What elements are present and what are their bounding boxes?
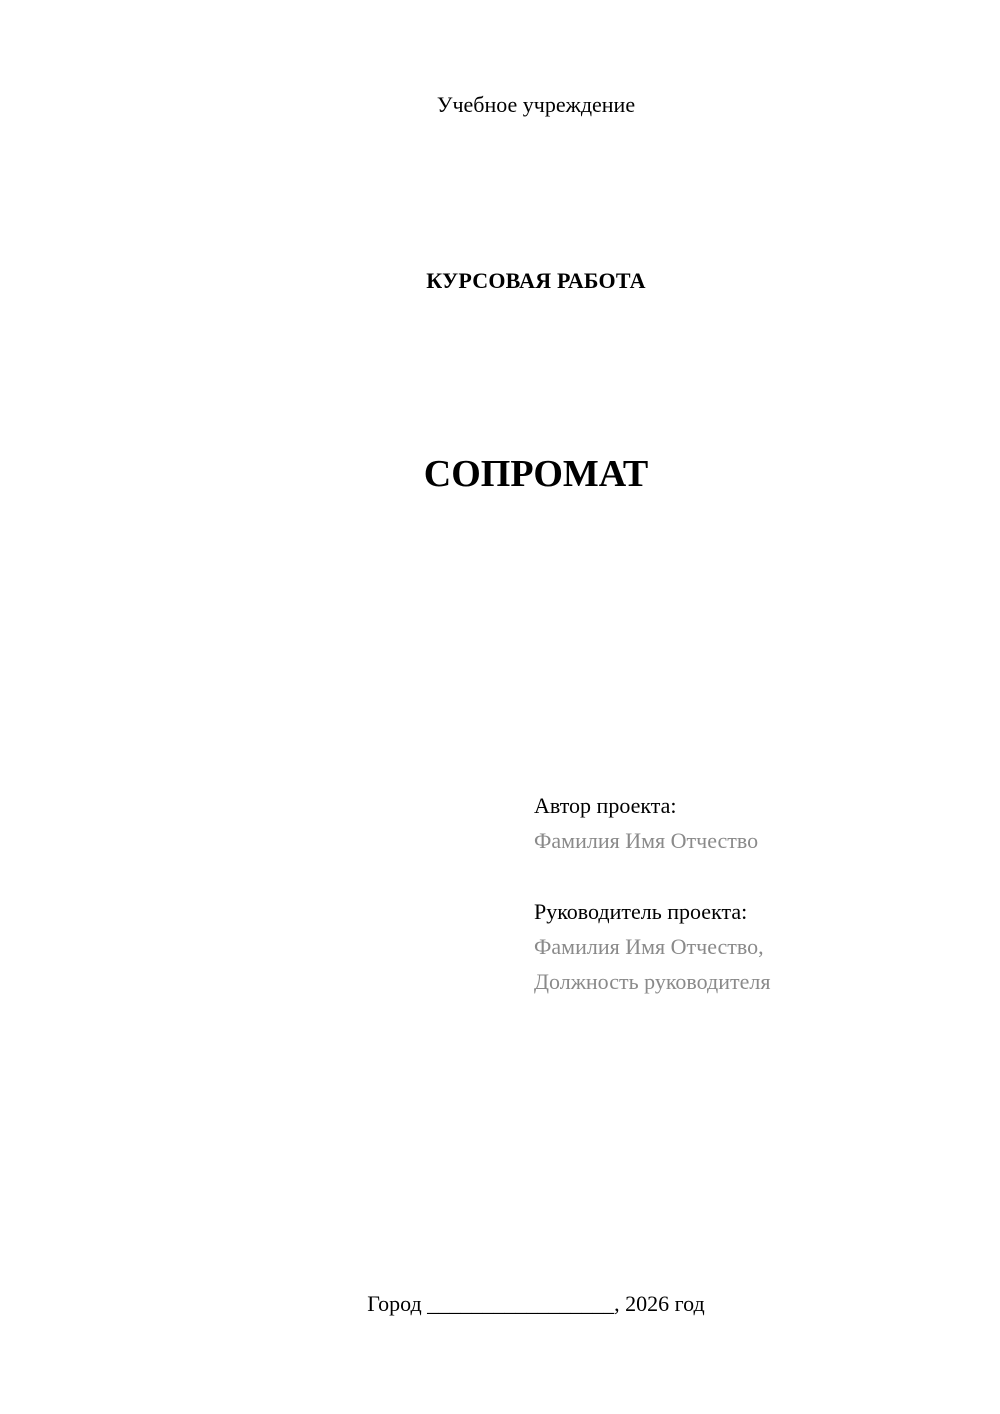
work-type-heading: КУРСОВАЯ РАБОТА	[426, 268, 646, 293]
authors-block	[534, 788, 974, 999]
institution-name: Учебное учреждение	[436, 92, 636, 117]
supervisor-position: Должность руководителя	[534, 969, 771, 994]
subject-title: СОПРОМАТ	[423, 453, 649, 495]
supervisor-name: Фамилия Имя Отчество,	[534, 934, 764, 959]
authors-spacer	[534, 858, 974, 894]
city-year-line: Город _________________, 2026 год	[367, 1291, 705, 1316]
supervisor-label: Руководитель проекта:	[534, 899, 748, 924]
author-label: Автор проекта:	[534, 793, 677, 818]
author-name: Фамилия Имя Отчество	[534, 828, 759, 853]
